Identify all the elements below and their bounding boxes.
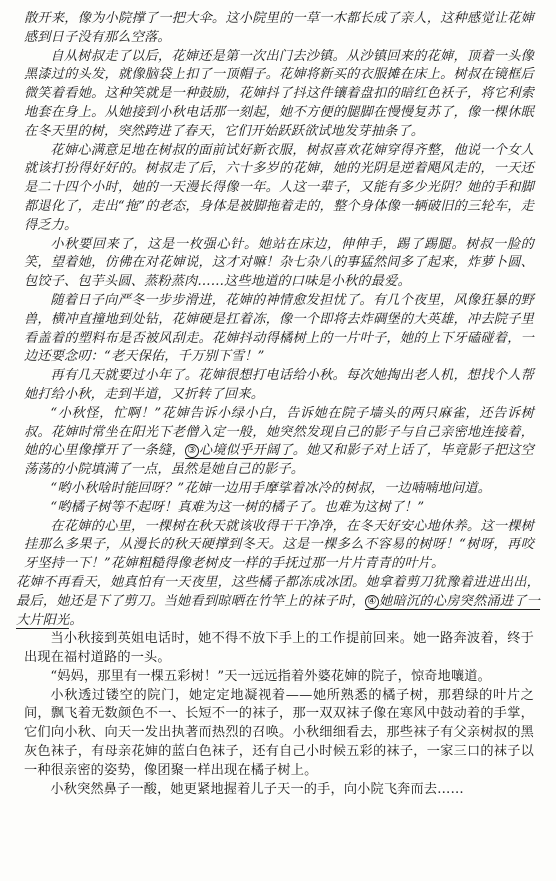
paragraph-11-text: 花婶不再看天，她真怕有一天夜里，这些橘子都冻成冰团。她拿着剪刀犹豫着进进出出，最后，她还是下了剪刀。当她看到晾晒在竹竿上的袜子时， <box>16 574 540 609</box>
paragraph-5: 随着日子向严冬一步步滑进，花婶的神情愈发担忧了。有几个夜里，风像狂暴的野兽，横冲直撞地到处钻，花婶硬是扛着冻，像一个即将去炸碉堡的大英雄，冲去院子里看盖着的塑料布是否被风刮走。花婶抖动得橘树上的一片叶子，她的上下牙磕碰着，一边还要念叨：“老天保佑，千万别下雪！” <box>24 292 534 365</box>
paragraph-7-tail: 。她又和影子对上话了，毕竟影子把这空荡荡的小院填满了一点，虽然是她自己的影子。 <box>24 443 534 478</box>
circled-number-4: ④ <box>365 595 379 609</box>
paragraph-4: 小秋要回来了，这是一枚强心针。她站在床边，伸伸手，踢了踢腿。树叔一脸的笑，望着她，仿佛在对花婶说，这才对嘛！杂七杂八的事猛然间多了起来，炸萝卜圆、包饺子、包芋头圆、蒸粉蒸肉……这些地道的口味是小秋的最爱。 <box>24 236 534 290</box>
paragraph-11-tail: 。 <box>69 612 83 628</box>
paragraph-12: 当小秋接到英姐电话时，她不得不放下手上的工作提前回来。她一路奔波着，终于出现在福村道路的一头。 <box>24 631 534 666</box>
paragraph-2: 自从树叔走了以后，花婶还是第一次出门去沙镇。从沙镇回来的花婶，顶着一头像黑漆过的头发，就像脑袋上扣了一顶帽子。花婶将新买的衣服摊在床上。树叔在镜框后微笑着看她。这种笑就是一种鼓励，花婶抖了抖这件镶着盘扣的暗红色袄子，将它利索地套在身上。从她接到小秋电话那一刻起，她不方便的腿脚在慢慢复苏了，像一棵休眠在冬天里的树，突然跨进了春天，它们开始跃跃欲试地发芽抽条了。 <box>24 48 534 139</box>
paragraph-7 <box>24 405 534 480</box>
paragraph-11 <box>16 574 540 630</box>
underlined-text-4: 她暗沉的心房突然涌进了一大片阳光 <box>16 593 540 628</box>
paragraph-7-text: “小秋怪，忙啊！”花婶告诉小绿小白，告诉她在院子墙头的两只麻雀，还告诉树叔。花婶时常坐在阳光下老僧入定一般，她突然发现自己的影子与自己亲密地连接着，她的心里像撑开了一条缝， <box>24 405 534 459</box>
paragraph-8: “哟小秋啥时能回呀？”花婶一边用手摩挲着冰冷的树叔，一边喃喃地问道。 <box>50 480 491 496</box>
underlined-text-3: 心境似乎开阔了 <box>198 443 293 459</box>
paragraph-15: 小秋突然鼻子一酸，她更紧地握着儿子天一的手，向小院飞奔而去…… <box>50 781 464 797</box>
paragraph-1: 散开来，像为小院撑了一把大伞。这小院里的一草一木都长成了亲人，这种感觉让花婶感到日子没有那么空落。 <box>24 11 534 45</box>
paragraph-10: 在花婶的心里，一棵树在秋天就该收得干干净净，在冬天好安心地休养。这一棵树挂那么多果子，从漫长的秋天硬撑到冬天。这是一棵多么不容易的树呀！“树呀，再咬牙坚持一下！”花婶粗糙得像老树皮一样的手抚过那一片片青青的叶片。 <box>24 518 534 572</box>
paragraph-9: “哟橘子树等不起呀！真难为这一树的橘子了。也难为这树了！” <box>50 499 425 515</box>
circled-number-3: ③ <box>185 444 199 458</box>
paragraph-13: “妈妈，那里有一棵五彩树！”天一远远指着外婆花婶的院子，惊奇地嚷道。 <box>50 668 491 684</box>
paragraph-6: 再有几天就要过小年了。花婶很想打电话给小秋。每次她掏出老人机，想找个人帮她打给小秋，走到半道，又折转了回来。 <box>24 368 534 402</box>
paragraph-3: 花婶心满意足地在树叔的面前试好新衣服，树叔喜欢花婶穿得齐整，他说一个女人就该打扮得好好的。树叔走了后，六十多岁的花婶，她的光阴是逆着飓风走的，一天还是二十四个小时，她的一天漫长得像一年。人这一辈子，又能有多少光阴？她的手和脚都退化了，走出“拖”的老态，身体是被脚拖着走的，整个身体像一辆破旧的三轮车，走得乏力。 <box>24 142 534 233</box>
underlined-sentence-3 <box>185 443 293 459</box>
paragraph-14: 小秋透过镂空的院门，她定定地凝视着——她所熟悉的橘子树，那碧绿的叶片之间，飘飞着无数颜色不一、长短不一的袜子，那一双双袜子像在寒风中鼓动着的手掌，它们向小秋、向天一发出执著而热烈的召唤。小秋细细看去，那些袜子有父亲树叔的黑灰色袜子，有母亲花婶的蓝白色袜子，还有自己小时候五彩的袜子，一家三口的袜子以一种很亲密的姿势，像团聚一样出现在橘子树上。 <box>24 687 534 778</box>
